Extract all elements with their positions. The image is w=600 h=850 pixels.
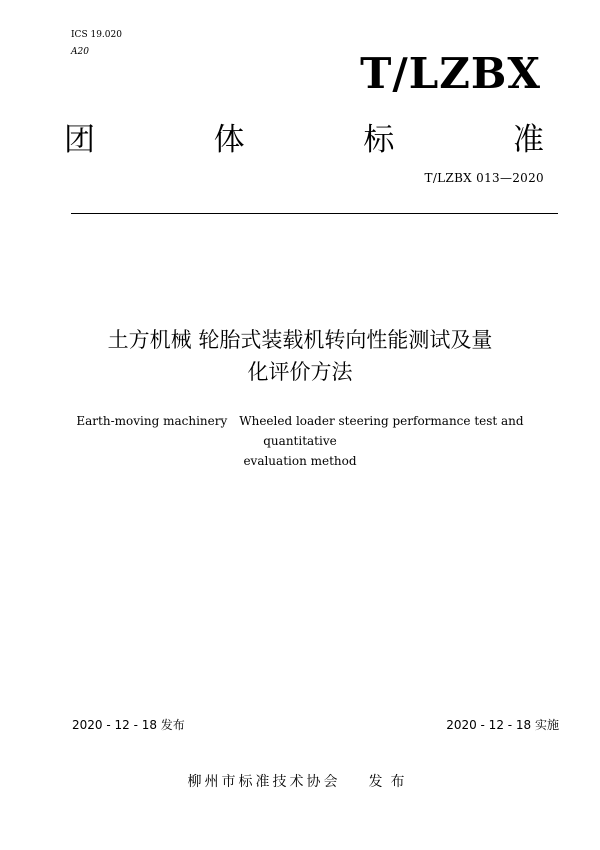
- title-english: [40, 411, 560, 471]
- title-english-line-2: evaluation method: [243, 454, 357, 468]
- standard-type-char: 准: [512, 122, 544, 158]
- standard-code-logo: T/LZBX: [360, 49, 541, 98]
- ccs-code: A20: [71, 47, 89, 57]
- standard-type-char: 团: [64, 122, 95, 158]
- publish-date: 2020 - 12 - 18 发布: [72, 718, 185, 732]
- issuer-name: 柳州市标准技术协会: [187, 774, 341, 790]
- title-chinese: [40, 324, 560, 388]
- standard-type-char: 体: [213, 122, 245, 158]
- implementation-date: 2020 - 12 - 18 实施: [446, 718, 559, 732]
- standard-type-heading: [64, 120, 544, 160]
- issue-label: 发布: [368, 774, 413, 790]
- title-english-line-1: Earth-moving machinery Wheeled loader steering performance test and quantitative: [76, 414, 524, 448]
- standard-number: T/LZBX 013—2020: [424, 171, 544, 185]
- issuer-line: [0, 772, 600, 792]
- ics-code: ICS 19.020: [71, 30, 122, 40]
- standard-type-char: 标: [363, 122, 395, 158]
- title-chinese-line-2: 化评价方法: [247, 360, 353, 384]
- title-chinese-line-1: 土方机械 轮胎式装载机转向性能测试及量: [107, 328, 493, 352]
- header-divider: [71, 213, 558, 214]
